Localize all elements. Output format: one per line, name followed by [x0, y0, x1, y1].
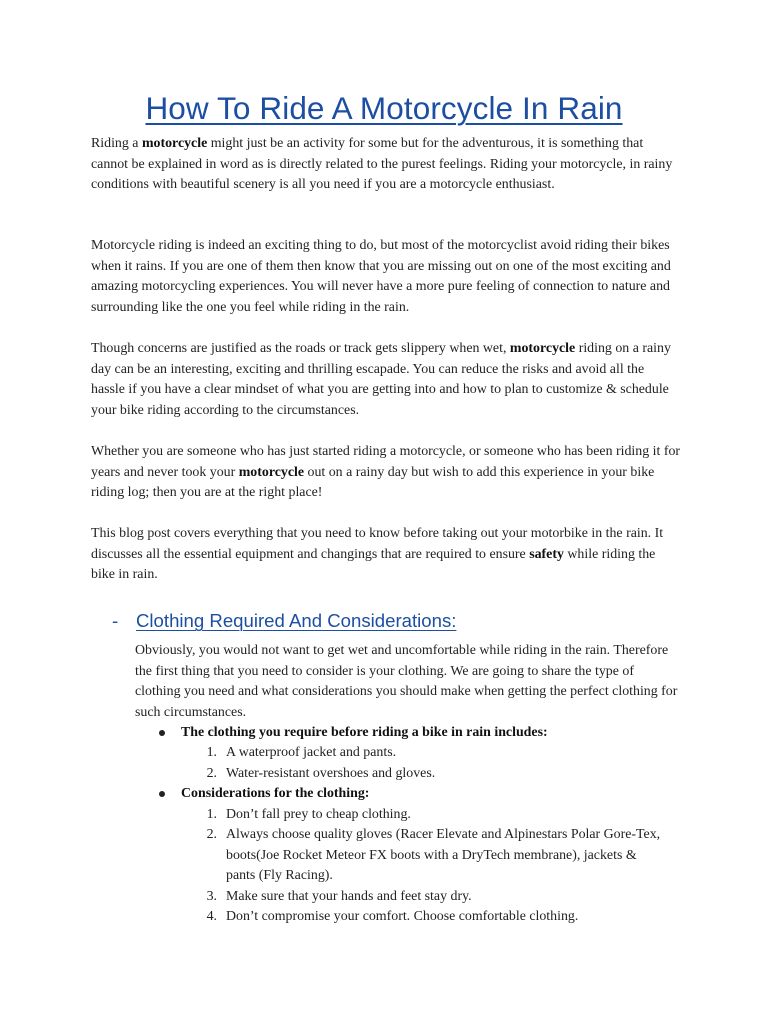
paragraph-text: This blog post covers everything that you need to know before taking out your motorbike in the rain. It discusses all the essential equipment and changings that are required to ensure	[91, 526, 664, 562]
bold-term: motorcycle	[141, 136, 208, 151]
list-item-text: A waterproof jacket and pants.	[226, 745, 397, 760]
document-title: How To Ride A Motorcycle In Rain	[145, 90, 623, 126]
paragraph-5	[91, 524, 681, 586]
numbered-list-item	[201, 764, 681, 785]
list-number: 1.	[206, 745, 217, 760]
list-item-text: Water-resistant overshoes and gloves.	[226, 766, 436, 781]
section-dash: -	[112, 610, 119, 631]
bullet-label: The clothing you require before riding a bike in rain includes:	[181, 725, 548, 740]
bullet-dot-icon	[159, 730, 165, 736]
section-heading-text: Clothing Required And Considerations:	[136, 610, 457, 631]
paragraph-text: Though concerns are justified as the roads or track gets slippery when wet,	[91, 341, 510, 356]
paragraph-4	[91, 442, 681, 504]
list-item-text: Don’t fall prey to cheap clothing.	[226, 807, 411, 822]
list-item-text: Make sure that your hands and feet stay dry.	[226, 889, 472, 904]
numbered-list-item	[201, 887, 681, 908]
paragraph-text: while riding the bike in rain.	[91, 546, 656, 583]
list-number: 2.	[206, 766, 217, 781]
numbered-list-item	[201, 825, 661, 887]
section-heading	[112, 610, 456, 632]
paragraph-text: Whether you are someone who has just started riding a motorcycle, or someone who has been riding it for years and never took your	[91, 444, 681, 480]
list-number: 1.	[206, 807, 217, 822]
paragraph-2	[91, 236, 681, 318]
list-number: 3.	[206, 889, 217, 904]
bold-term: motorcycle	[509, 341, 576, 356]
paragraph-text: might just be an activity for some but for the adventurous, it is something that cannot be explained in word as is directly related to the purest feelings. Riding your motorcycle, in rainy conditions with beautiful scenery is all you need if you are a motorcycle enthusiast.	[91, 136, 673, 193]
paragraph-text: riding on a rainy day can be an interesting, exciting and thrilling escapade. You can reduce the risks and avoid all the hassle if you have a clear mindset of what you are getting into and how to plan to customize & schedule your bike riding according to the circumstances.	[91, 341, 671, 418]
paragraph-text: out on a rainy day but wish to add this experience in your bike riding log; then you are at the right place!	[91, 464, 655, 501]
list-item-text: Don’t compromise your comfort. Choose comfortable clothing.	[226, 909, 579, 924]
section-intro: Obviously, you would not want to get wet and uncomfortable while riding in the rain. Therefore the first thing that you need to consider is your clothing. We are going to share the type of clothing you need and what considerations you should make when getting the perfect clothing for such circumstances.	[135, 643, 678, 720]
paragraph-text: Riding a	[91, 136, 142, 151]
numbered-list-item	[201, 907, 681, 928]
list-number: 2.	[206, 827, 217, 842]
bold-term: motorcycle	[238, 464, 305, 480]
numbered-list-item	[201, 743, 681, 764]
list-number: 4.	[206, 909, 217, 924]
bullet-label: Considerations for the clothing:	[181, 786, 370, 801]
bullet-dot-icon	[159, 791, 165, 797]
paragraph-1	[91, 134, 681, 196]
paragraph-text: Motorcycle riding is indeed an exciting thing to do, but most of the motorcyclist avoid riding their bikes when it rains. If you are one of them then know that you are missing out on one of the most exciting and amazing motorcycling experiences. You will never have a more pure feeling of connection to nature and surrounding like the one you feel while riding in the rain.	[91, 238, 671, 315]
bold-term: safety	[529, 546, 564, 562]
numbered-list-item	[201, 805, 681, 826]
list-item-text: Always choose quality gloves (Racer Elevate and Alpinestars Polar Gore-Tex, boots(Joe Rocket Meteor FX boots with a DryTech membrane), jackets & pants (Fly Racing).	[226, 827, 661, 884]
paragraph-3	[91, 339, 681, 421]
